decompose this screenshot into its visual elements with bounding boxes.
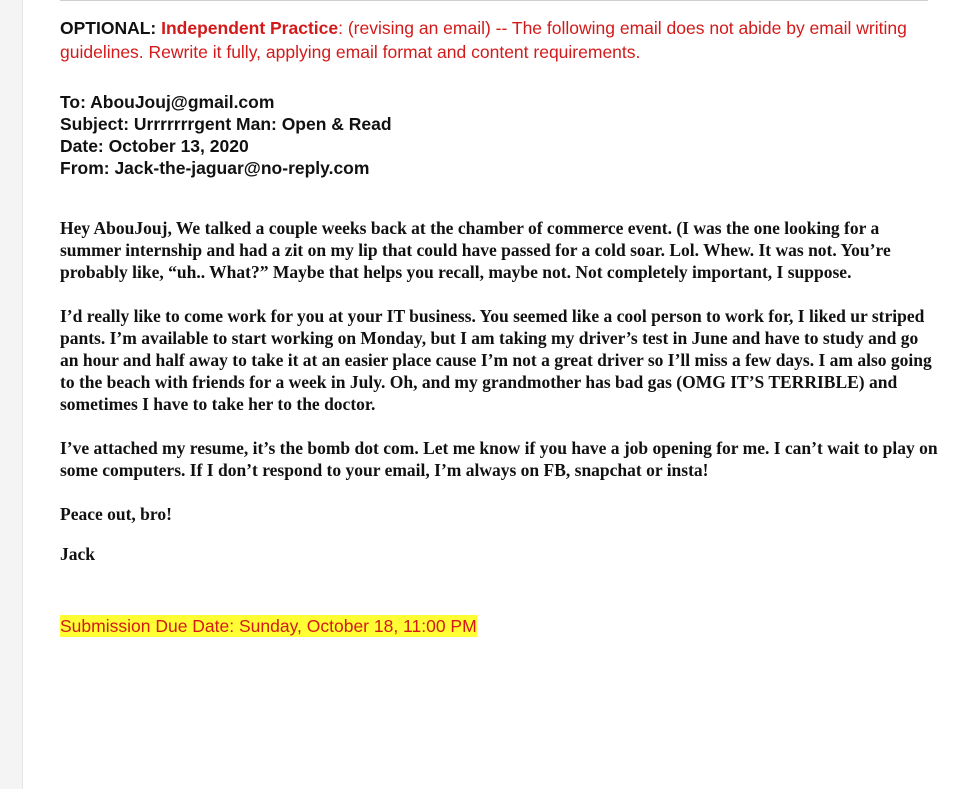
due-date-highlight: Submission Due Date: Sunday, October 18, 11:00 PM [60, 616, 477, 636]
body-paragraph-1: Hey AbouJouj, We talked a couple weeks back at the chamber of commerce event. (I was the one looking for a summer internship and had a zit on my lip that could have passed for a cold soar. Lol. Whew. It was not. You’re probably like, “uh.. What?” Maybe that helps you recall, maybe not. Not completely important, I suppose. [60, 218, 891, 282]
page-edge [0, 0, 23, 789]
optional-label: OPTIONAL: [60, 18, 157, 38]
practice-label: Independent Practice [161, 18, 339, 38]
email-headers [60, 91, 940, 179]
instructions-text: : (revising an email) -- The following email does not abide by email writing guidelines. Rewrite it fully, applying email format and content requirements. [60, 18, 907, 62]
email-body [60, 217, 940, 565]
document [60, 16, 940, 637]
top-rule [60, 0, 928, 1]
sign-off: Peace out, bro! [60, 504, 172, 524]
email-date: Date: October 13, 2020 [60, 136, 249, 156]
signature: Jack [60, 544, 95, 564]
body-paragraph-2: I’d really like to come work for you at your IT business. You seemed like a cool person to work for, I liked ur striped pants. I’m available to start working on Monday, but I am taking my driver’s test in June and have to study and go an hour and half away to take it at an easier place cause I’m not a great driver so I’ll miss a few days. I am also going to the beach with friends for a week in July. Oh, and my grandmother has bad gas (OMG IT’S TERRIBLE) and sometimes I have to take her to the doctor. [60, 306, 932, 414]
body-paragraph-3: I’ve attached my resume, it’s the bomb dot com. Let me know if you have a job opening for me. I can’t wait to play on some computers. If I don’t respond to your email, I’m always on FB, snapchat or insta! [60, 438, 938, 480]
email-subject: Subject: Urrrrrrrgent Man: Open & Read [60, 114, 392, 134]
due-date [60, 615, 940, 637]
email-from: From: Jack-the-jaguar@no-reply.com [60, 158, 370, 178]
email-to: To: AbouJouj@gmail.com [60, 92, 275, 112]
instructions [60, 16, 940, 64]
